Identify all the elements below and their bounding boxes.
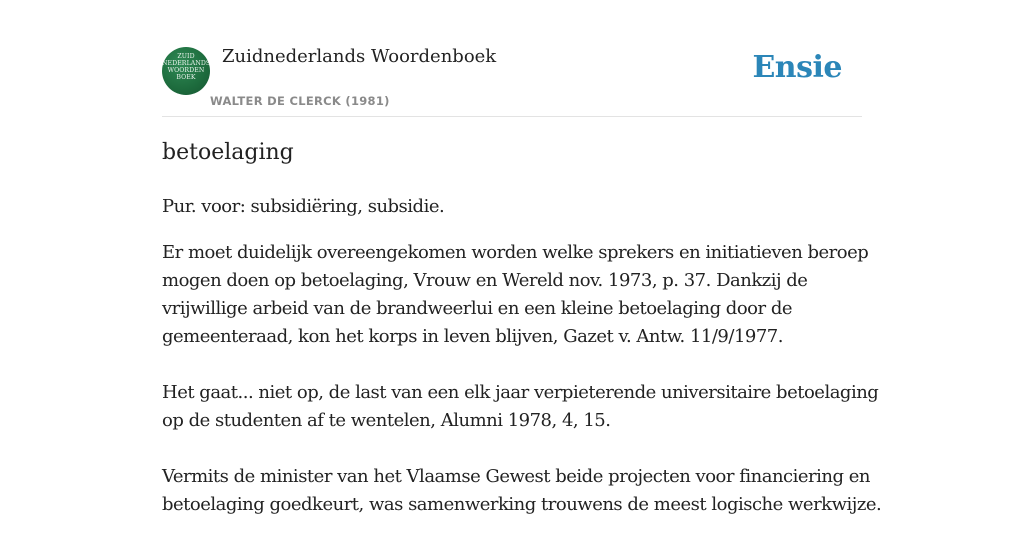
logo-line: BOEK: [176, 74, 196, 81]
citation-paragraph: [162, 463, 882, 519]
logo-line: ZUID: [177, 53, 195, 60]
citation-line: gemeenteraad, kon het korps in leven blijven, Gazet v. Antw. 11/9/1977.: [162, 326, 783, 347]
citation-line: op de studenten af te wentelen, Alumni 1978, 4, 15.: [162, 410, 611, 431]
page: [162, 0, 882, 515]
citation-line: vrijwillige arbeid van de brandweerlui en een kleine betoelaging door de: [162, 298, 793, 319]
citation-line: Er moet duidelijk overeengekomen worden welke sprekers en initiatieven beroep: [162, 242, 869, 263]
entry-citations: [162, 239, 882, 547]
header: [162, 0, 862, 117]
logo-line: WOORDEN: [167, 67, 205, 74]
logo-line: NEDERLANDS: [162, 60, 210, 67]
entry-headword: betoelaging: [162, 140, 294, 165]
citation-line: mogen doen op betoelaging, Vrouw en Wereld nov. 1973, p. 37. Dankzij de: [162, 270, 808, 291]
logo-wordmark: [162, 53, 210, 81]
dictionary-title-link[interactable]: Zuidnederlands Woordenboek: [222, 46, 497, 67]
citation-paragraph: [162, 239, 869, 351]
citation-line: Vermits de minister van het Vlaamse Gewest beide projecten voor financiering en: [162, 466, 870, 487]
citation-line: Het gaat... niet op, de last van een elk jaar verpieterende universitaire betoelaging: [162, 382, 879, 403]
citation-paragraph: [162, 379, 879, 435]
dictionary-author: WALTER DE CLERCK (1981): [210, 94, 390, 108]
citation-line: betoelaging goedkeurt, was samenwerking trouwens de meest logische werkwijze.: [162, 494, 882, 515]
entry-definition: Pur. voor: subsidiëring, subsidie.: [162, 196, 445, 217]
ensie-brand-logo[interactable]: Ensie: [752, 50, 842, 85]
dictionary-logo[interactable]: [162, 47, 210, 95]
